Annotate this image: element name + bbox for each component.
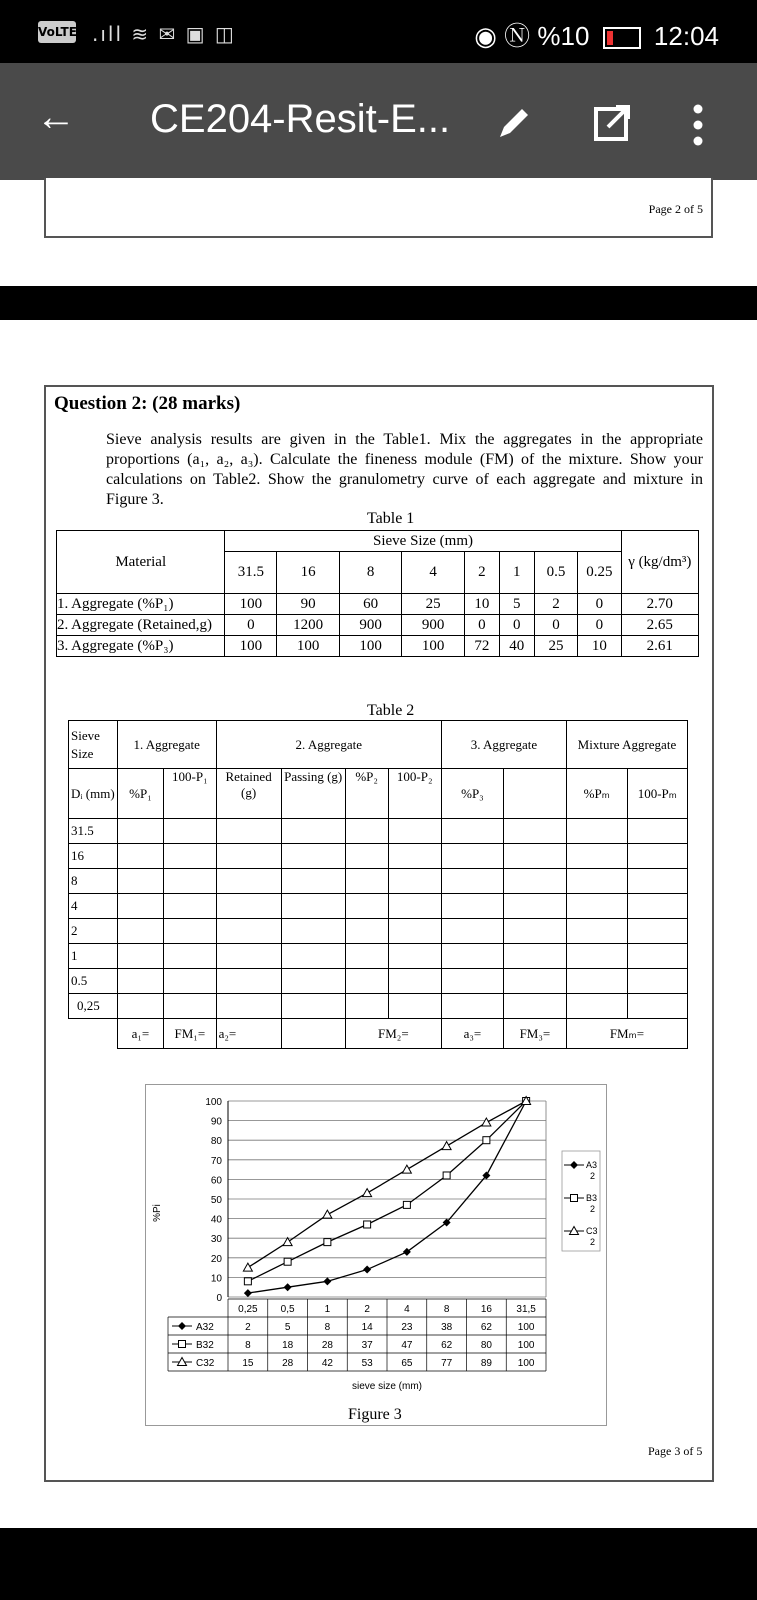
data-point bbox=[324, 1239, 331, 1246]
data-table-value: 77 bbox=[441, 1358, 453, 1369]
data-table-value: 89 bbox=[480, 1358, 492, 1369]
sieve-label: 8 bbox=[69, 869, 118, 894]
data-table-value: 65 bbox=[401, 1358, 413, 1369]
cell: 1200 bbox=[277, 615, 340, 636]
x-tick-label: 0,25 bbox=[238, 1304, 258, 1315]
data-table-value: 18 bbox=[282, 1340, 294, 1351]
sieve-size-header: Sieve Size bbox=[69, 721, 118, 769]
data-table-value: 80 bbox=[480, 1340, 492, 1351]
data-point bbox=[482, 1118, 491, 1126]
y-tick-label: 60 bbox=[210, 1175, 222, 1187]
data-table-value: 8 bbox=[324, 1322, 331, 1333]
data-point bbox=[284, 1258, 291, 1265]
gamma-header: γ (kg/dm³) bbox=[621, 531, 698, 594]
page-3-number: Page 3 of 5 bbox=[648, 1444, 703, 1458]
cell: 90 bbox=[277, 594, 340, 615]
page-2 bbox=[44, 178, 713, 238]
y-tick-label: 20 bbox=[210, 1253, 222, 1265]
x-axis-label: sieve size (mm) bbox=[351, 1381, 423, 1392]
cell: 40 bbox=[499, 636, 534, 657]
row-name: 2. Aggregate (Retained,g) bbox=[57, 615, 225, 636]
data-table-value: 8 bbox=[245, 1340, 251, 1351]
battery-percent: %10 bbox=[537, 21, 590, 51]
app-toolbar bbox=[0, 63, 757, 180]
cell: 25 bbox=[534, 636, 577, 657]
cell: 72 bbox=[464, 636, 499, 657]
fm3-label: FM₃= bbox=[503, 1019, 566, 1049]
data-table-value: 37 bbox=[361, 1340, 373, 1351]
cell: 0 bbox=[578, 615, 621, 636]
data-table-value: 23 bbox=[401, 1322, 413, 1333]
data-point bbox=[284, 1283, 292, 1291]
cell: 0 bbox=[225, 615, 277, 636]
data-point bbox=[244, 1289, 252, 1297]
cell: 100 bbox=[339, 636, 402, 657]
battery-icon bbox=[603, 27, 641, 49]
legend-label: B3 bbox=[586, 1193, 598, 1203]
y-tick-label: 70 bbox=[210, 1155, 222, 1167]
legend-key-marker bbox=[179, 1341, 186, 1348]
sieve-label: 0.5 bbox=[69, 969, 118, 994]
data-point bbox=[364, 1221, 371, 1228]
data-point bbox=[402, 1165, 411, 1173]
fm1-label: FM₁= bbox=[164, 1019, 217, 1049]
data-point bbox=[442, 1142, 451, 1150]
sieve-size-header: Sieve Size (mm) bbox=[225, 531, 621, 552]
data-point bbox=[363, 1266, 371, 1274]
data-point bbox=[244, 1278, 251, 1285]
sieve-label: 2 bbox=[69, 919, 118, 944]
x-tick-label: 0,5 bbox=[280, 1304, 295, 1315]
y-tick-label: 80 bbox=[210, 1136, 222, 1148]
data-point bbox=[403, 1201, 410, 1208]
table-2 bbox=[68, 720, 688, 1049]
p2-header: %P₂ bbox=[345, 769, 388, 819]
agg1-header: 1. Aggregate bbox=[117, 721, 216, 769]
a2-label: a₂= bbox=[216, 1019, 281, 1049]
page-2-number: Page 2 of 5 bbox=[648, 202, 703, 216]
question-text: Sieve analysis results are given in the Table1. Mix the aggregates in the appropriate proportions (a₁, a₂, a₃). Calculate the fineness module (FM) of the mixture. Show your calculations on Table2. Show the granulometry curve of each aggregate and mixture in Figure 3. bbox=[106, 431, 703, 508]
more-options-icon[interactable] bbox=[692, 103, 704, 147]
size-header: 4 bbox=[402, 552, 465, 594]
nfc-icon: Ⓝ bbox=[504, 21, 531, 51]
size-header: 0.5 bbox=[534, 552, 577, 594]
size-header: 2 bbox=[464, 552, 499, 594]
granulometry-chart bbox=[146, 1085, 606, 1425]
volte-indicator: VoLTE bbox=[38, 21, 76, 43]
series-line-B32 bbox=[248, 1101, 526, 1281]
cell: 0 bbox=[464, 615, 499, 636]
passing-header: Passing (g) bbox=[281, 769, 345, 819]
data-table-value: 100 bbox=[517, 1322, 535, 1333]
document-title: CE204-Resit-E... bbox=[150, 97, 451, 141]
cell: 2.61 bbox=[621, 636, 698, 657]
cell: 900 bbox=[402, 615, 465, 636]
row-name: 3. Aggregate (%P₃) bbox=[57, 636, 225, 657]
di-header: Dᵢ (mm) bbox=[69, 769, 118, 819]
data-table-value: 42 bbox=[321, 1358, 333, 1369]
legend-key-marker bbox=[178, 1322, 186, 1330]
legend-label-sub: 2 bbox=[590, 1171, 596, 1181]
agg2-header: 2. Aggregate bbox=[216, 721, 441, 769]
cell: 0 bbox=[499, 615, 534, 636]
status-right bbox=[474, 16, 719, 53]
agg3-blank bbox=[503, 769, 566, 819]
a3-label: a₃= bbox=[441, 1019, 503, 1049]
cell: 10 bbox=[578, 636, 621, 657]
retained-header: Retained (g) bbox=[216, 769, 281, 819]
series-name-label: A32 bbox=[196, 1322, 214, 1333]
sieve-label: 31.5 bbox=[69, 819, 118, 844]
data-point bbox=[323, 1210, 332, 1218]
agg3-header: 3. Aggregate bbox=[441, 721, 566, 769]
fmm-label: FMₘ= bbox=[566, 1019, 687, 1049]
edit-pencil-icon[interactable] bbox=[496, 105, 532, 141]
data-point bbox=[483, 1137, 490, 1144]
data-table-value: 2 bbox=[245, 1322, 251, 1333]
y-tick-label: 50 bbox=[210, 1195, 222, 1206]
y-tick-label: 10 bbox=[210, 1273, 222, 1285]
size-header: 8 bbox=[339, 552, 402, 594]
data-table-value: 14 bbox=[361, 1322, 373, 1333]
size-header: 0.25 bbox=[578, 552, 621, 594]
cell: 0 bbox=[534, 615, 577, 636]
sieve-label: 16 bbox=[69, 844, 118, 869]
data-table-value: 38 bbox=[441, 1322, 453, 1333]
100-p1-header: 100-P₁ bbox=[164, 769, 217, 819]
series-name-label: C32 bbox=[196, 1358, 215, 1369]
sieve-label: 0,25 bbox=[69, 994, 118, 1019]
legend-label-sub: 2 bbox=[590, 1237, 596, 1247]
back-arrow-icon[interactable]: ← bbox=[36, 95, 76, 139]
cell: 900 bbox=[339, 615, 402, 636]
cell: 10 bbox=[464, 594, 499, 615]
material-header: Material bbox=[57, 531, 225, 594]
size-header: 16 bbox=[277, 552, 340, 594]
x-tick-label: 16 bbox=[480, 1304, 492, 1315]
eye-icon: ◉ bbox=[474, 21, 497, 51]
x-tick-label: 4 bbox=[404, 1304, 410, 1315]
clock: 12:04 bbox=[653, 21, 719, 51]
legend-marker bbox=[571, 1195, 578, 1202]
pm-header: %Pₘ bbox=[566, 769, 627, 819]
cell: 100 bbox=[277, 636, 340, 657]
y-tick-label: 40 bbox=[210, 1214, 222, 1226]
table-1 bbox=[56, 530, 699, 657]
y-tick-label: 30 bbox=[210, 1234, 222, 1246]
x-tick-label: 2 bbox=[364, 1304, 370, 1315]
status-bar bbox=[0, 0, 757, 63]
figure-3-frame bbox=[145, 1084, 607, 1426]
x-tick-label: 1 bbox=[324, 1304, 331, 1315]
legend-label-sub: 2 bbox=[590, 1204, 596, 1214]
100-pm-header: 100-Pₘ bbox=[627, 769, 687, 819]
x-tick-label: 31,5 bbox=[516, 1304, 536, 1315]
data-point bbox=[363, 1189, 372, 1197]
data-table-value: 62 bbox=[441, 1340, 453, 1351]
data-table-value: 62 bbox=[480, 1322, 492, 1333]
cell: 2.65 bbox=[621, 615, 698, 636]
data-point bbox=[283, 1238, 292, 1246]
cell: 2 bbox=[534, 594, 577, 615]
table1-caption: Table 1 bbox=[367, 510, 415, 527]
cell: 5 bbox=[499, 594, 534, 615]
bottom-separator bbox=[0, 1528, 757, 1600]
data-table-value: 53 bbox=[361, 1358, 373, 1369]
question-title: Question 2: (28 marks) bbox=[54, 393, 241, 414]
legend-label: C3 bbox=[586, 1226, 598, 1236]
data-point bbox=[443, 1172, 450, 1179]
figure-3-caption: Figure 3 bbox=[348, 1406, 402, 1423]
mixture-header: Mixture Aggregate bbox=[566, 721, 687, 769]
cell: 0 bbox=[578, 594, 621, 615]
y-tick-label: 0 bbox=[216, 1293, 222, 1304]
data-table-value: 15 bbox=[242, 1358, 254, 1369]
data-table-value: 47 bbox=[401, 1340, 413, 1351]
cell: 100 bbox=[402, 636, 465, 657]
cell: 100 bbox=[225, 636, 277, 657]
series-name-label: B32 bbox=[196, 1340, 214, 1351]
sieve-label: 4 bbox=[69, 894, 118, 919]
size-header: 1 bbox=[499, 552, 534, 594]
y-axis-label: %Pi bbox=[152, 1204, 163, 1222]
cell: 25 bbox=[402, 594, 465, 615]
p1-header: %P₁ bbox=[117, 769, 163, 819]
cell: 2.70 bbox=[621, 594, 698, 615]
p3-header: %P₃ bbox=[441, 769, 503, 819]
y-tick-label: 90 bbox=[210, 1116, 222, 1128]
x-tick-label: 8 bbox=[443, 1304, 450, 1315]
page-separator bbox=[0, 286, 757, 320]
y-tick-label: 100 bbox=[205, 1097, 222, 1108]
100-p2-header: 100-P₂ bbox=[388, 769, 441, 819]
data-point bbox=[243, 1263, 252, 1271]
legend-label: A3 bbox=[586, 1160, 598, 1170]
data-table-value: 28 bbox=[282, 1358, 294, 1369]
data-table-value: 100 bbox=[517, 1358, 535, 1369]
row-name: 1. Aggregate (%P₁) bbox=[57, 594, 225, 615]
table2-caption: Table 2 bbox=[367, 702, 415, 719]
data-table-value: 28 bbox=[321, 1340, 333, 1351]
data-point bbox=[323, 1277, 331, 1285]
cell: 100 bbox=[225, 594, 277, 615]
open-external-icon[interactable] bbox=[592, 103, 632, 143]
data-table-value: 100 bbox=[517, 1340, 535, 1351]
fm2-label: FM₂= bbox=[345, 1019, 441, 1049]
a1-label: a₁= bbox=[117, 1019, 163, 1049]
cell: 60 bbox=[339, 594, 402, 615]
size-header: 31.5 bbox=[225, 552, 277, 594]
signal-wifi-icons: .ıll ≋ ✉ ▣ ◫ bbox=[92, 22, 236, 46]
data-table-value: 5 bbox=[284, 1322, 291, 1333]
sieve-label: 1 bbox=[69, 944, 118, 969]
